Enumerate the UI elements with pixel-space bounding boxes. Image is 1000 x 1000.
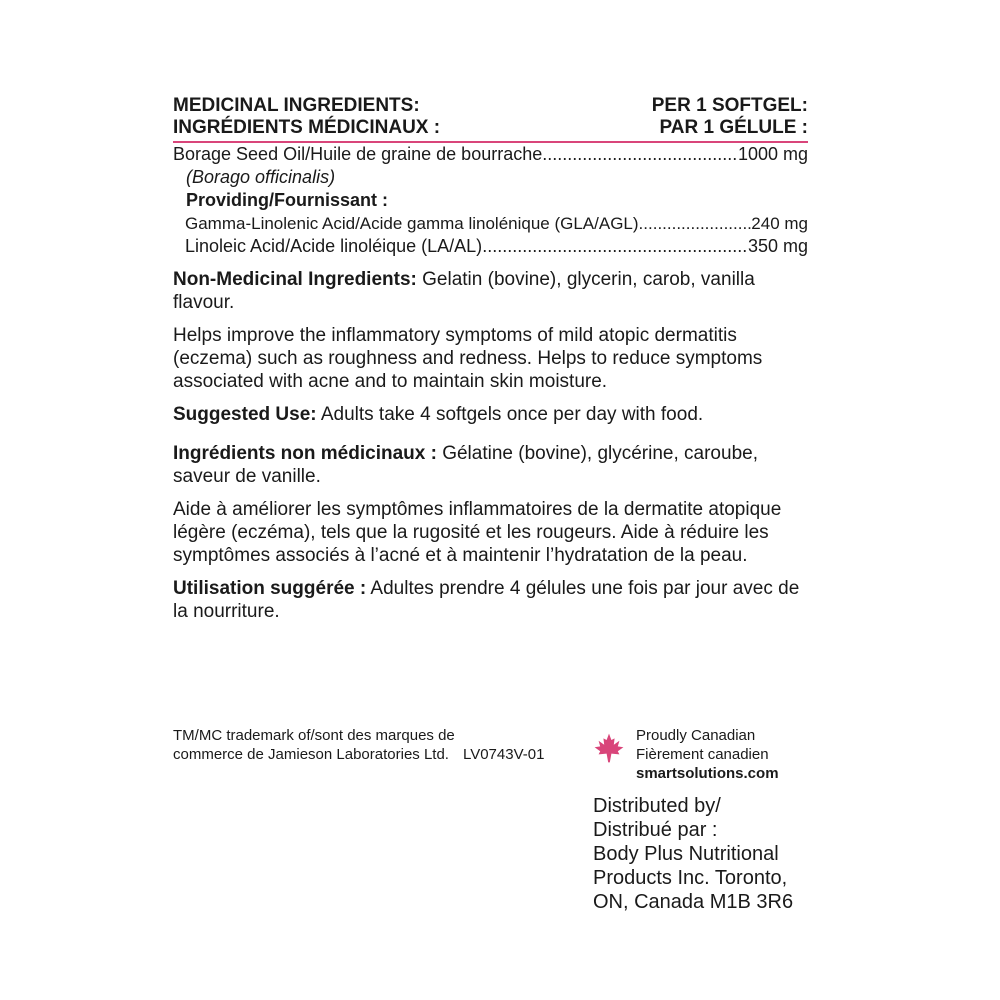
suggested-use-fr-text: Adultes prendre 4 gélules une fois par jour avec de la nourriture. <box>173 578 800 622</box>
claim-fr: Aide à améliorer les symptômes inflammatoires de la dermatite atopique légère (eczéma), tels que la rugosité et les rougeurs. Aide à réduire les symptômes associés à l’acné et à maintenir l’hydratation de la peau. <box>173 499 782 566</box>
distributor-line-2: Distribué par : <box>593 819 718 841</box>
proudly-canadian-fr: Fièrement canadien <box>636 746 769 763</box>
trademark-line-2: commerce de Jamieson Laboratories Ltd. LV0743V-01 <box>173 746 545 763</box>
ingredient-amount: 350 mg <box>747 236 808 256</box>
nonmedicinal-en-text: Gelatin (bovine), glycerin, carob, vanilla flavour. <box>173 269 755 313</box>
header-per-softgel-fr: PAR 1 GÉLULE : <box>659 117 808 138</box>
header-per-softgel-en: PER 1 SOFTGEL: <box>651 95 808 116</box>
nonmedicinal-fr <box>173 442 808 488</box>
claim-en: Helps improve the inflammatory symptoms of mild atopic dermatitis (eczema) such as roughness and redness. Helps to reduce symptoms associated with acne and to maintain skin moisture. <box>173 325 763 392</box>
header-medicinal-fr: INGRÉDIENTS MÉDICINAUX : <box>173 117 441 138</box>
ingredients-header <box>173 95 808 139</box>
website-url: smartsolutions.com <box>636 765 779 782</box>
suggested-use-fr <box>173 577 808 623</box>
ingredient-row-borage <box>173 143 808 166</box>
dot-leader <box>542 143 738 166</box>
header-medicinal-en: MEDICINAL INGREDIENTS: <box>173 95 420 116</box>
lot-code: LV0743V-01 <box>462 746 545 763</box>
distributor-line-5: ON, Canada M1B 3R6 <box>593 891 794 913</box>
header-left <box>173 95 440 139</box>
latin-name: (Borago officinalis) <box>186 167 336 187</box>
nonmedicinal-fr-label: Ingrédients non médicinaux : <box>173 443 437 464</box>
distributor-line-3: Body Plus Nutritional <box>593 843 779 865</box>
ingredient-row-la <box>173 235 808 258</box>
dot-leader <box>639 212 752 235</box>
ingredient-name: Borage Seed Oil/Huile de graine de bourrache <box>173 144 543 164</box>
nonmedicinal-en-label: Non-Medicinal Ingredients: <box>173 269 417 290</box>
trademark-line-1: TM/MC trademark of/sont des marques de <box>173 727 455 744</box>
trademark-notice <box>173 726 593 764</box>
distributor-line-1: Distributed by/ <box>593 795 721 817</box>
suggested-use-fr-label: Utilisation suggérée : <box>173 578 367 599</box>
ingredient-name: Gamma-Linolenic Acid/Acide gamma linolénique (GLA/AGL) <box>185 214 639 233</box>
ingredient-amount: 1000 mg <box>737 144 808 164</box>
distributor-block <box>593 794 793 914</box>
ingredient-row-gla <box>173 212 808 235</box>
nonmedicinal-en <box>173 268 808 314</box>
providing-label: Providing/Fournissant : <box>186 190 389 210</box>
header-right <box>652 95 808 139</box>
nonmedicinal-fr-text: Gélatine (bovine), glycérine, caroube, saveur de vanille. <box>173 443 758 487</box>
suggested-use-en <box>173 403 808 426</box>
ingredient-amount: 240 mg <box>751 214 808 233</box>
suggested-use-en-label: Suggested Use: <box>173 404 317 425</box>
distributor-line-4: Products Inc. Toronto, <box>593 867 788 889</box>
maple-leaf-icon <box>593 732 625 764</box>
suggested-use-en-text: Adults take 4 softgels once per day with food. <box>316 404 704 425</box>
ingredient-name: Linoleic Acid/Acide linoléique (LA/AL) <box>185 236 483 256</box>
proudly-canadian-en: Proudly Canadian <box>636 727 756 744</box>
supplement-facts-label <box>173 95 808 623</box>
proudly-canadian <box>636 726 779 783</box>
dot-leader <box>482 235 748 258</box>
